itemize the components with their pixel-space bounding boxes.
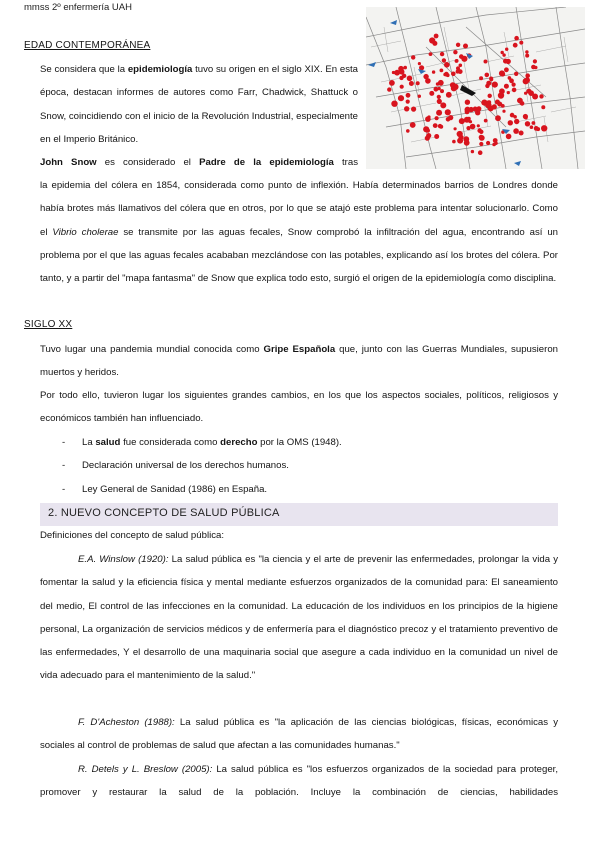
cholera-case-dot: [436, 110, 442, 116]
cholera-case-dot: [504, 67, 509, 72]
cholera-case-dot: [435, 116, 439, 120]
cholera-case-dot: [425, 78, 431, 84]
cholera-case-dot: [514, 119, 519, 124]
cholera-case-dot: [507, 91, 510, 94]
cholera-case-dot: [502, 110, 505, 113]
cholera-map-image: [366, 7, 585, 169]
cholera-case-dot: [459, 54, 464, 59]
cholera-case-dot: [398, 66, 404, 72]
cholera-case-dot: [400, 85, 404, 89]
cholera-case-dot: [541, 105, 545, 109]
cholera-case-dot: [429, 37, 435, 43]
cholera-case-dot: [411, 55, 415, 59]
definition-winslow: E.A. Winslow (1920): La salud pública es "la ciencia y el arte de prevenir las enfermedades, prolongar la vida y fomentar la salud y la eficiencia física y mental mediante esfuerzos organizados de la comunidad para: El saneamiento del medio, El control de las infecciones en la comunidad. La educación de los individuos en los principios de la higiene personal, La organización de servicios médicos y de enfermería para el diagnóstico precoz y el tratamiento preventivo de las enfermedades, Y el desarrollo de una maquinaria social que asegure a cada individuo en la comunidad un nivel de vida adecuado para el mantenimiento de la salud.": [40, 554, 558, 682]
cholera-case-dot: [399, 76, 403, 80]
cholera-case-dot: [485, 102, 491, 108]
cholera-case-dot: [459, 135, 464, 140]
cholera-case-dot: [470, 124, 476, 130]
cholera-case-dot: [479, 142, 483, 146]
cholera-case-dot: [418, 95, 421, 98]
cholera-case-dot: [448, 115, 453, 120]
list-item: - Declaración universal de los derechos humanos.: [62, 460, 289, 472]
cholera-case-dot: [504, 84, 509, 89]
cholera-case-dot: [446, 92, 452, 98]
cholera-case-dot: [484, 60, 488, 64]
cholera-case-dot: [505, 48, 508, 51]
cholera-case-dot: [409, 81, 414, 86]
cholera-case-dot: [427, 115, 430, 118]
cholera-case-dot: [488, 94, 492, 98]
cholera-case-dot: [440, 52, 444, 56]
cholera-case-dot: [387, 87, 391, 91]
cholera-case-dot: [444, 62, 450, 68]
cholera-case-dot: [426, 133, 431, 138]
cholera-case-dot: [519, 100, 523, 104]
siglo-paragraph-2: Por todo ello, tuvieron lugar los siguientes grandes cambios, en los que los aspectos sociales, políticos, religiosos y económicos también han influenciado.: [40, 390, 558, 425]
cholera-case-dot: [506, 134, 512, 140]
page-header: mmss 2º enfermería UAH: [24, 2, 132, 13]
cholera-case-dot: [534, 126, 539, 131]
cholera-case-dot: [438, 80, 444, 86]
cholera-case-dot: [456, 43, 460, 47]
cholera-case-dot: [406, 100, 410, 104]
list-item: - Ley General de Sanidad (1986) en España.: [62, 483, 268, 495]
cholera-case-dot: [423, 126, 429, 132]
changes-list: [62, 431, 562, 501]
cholera-case-dot: [389, 80, 395, 86]
cholera-case-dot: [438, 101, 441, 104]
cholera-case-dot: [478, 150, 483, 155]
cholera-case-dot: [433, 123, 438, 128]
edad-paragraph-2: la epidemia del cólera en 1854, considerada como punto de inflexión. Había determinados barrios de Londres donde había brotes más llamativos del cólera que en otros, por lo que se atajó este problema para intentar solucionarlo. Como el Vibrio cholerae se transmite por las aguas fecales, Snow comprobó la infiltración del agua, encontrando así un problema por el que las aguas fecales acababan mezclándose con las potables, explicando así los brotes del cólera. Por tanto, y a partir del "mapa fantasma" de Snow que explica todo esto, surgió el origen de la epidemiología como disciplina.: [40, 180, 559, 285]
cholera-case-dot: [453, 50, 457, 54]
cholera-case-dot: [440, 69, 444, 73]
cholera-case-dot: [439, 125, 442, 128]
cholera-case-dot: [492, 143, 496, 147]
cholera-case-dot: [477, 124, 480, 127]
cholera-case-dot: [503, 59, 508, 64]
cholera-case-dot: [484, 119, 488, 123]
cholera-case-dot: [509, 78, 514, 83]
cholera-case-dot: [440, 89, 444, 93]
cholera-case-dot: [404, 106, 409, 111]
definition-acheston: F. D'Acheston (1988): La salud pública es "la aplicación de las ciencias biológicas, físicas, económicas y sociales al control de problemas de salud que afectan a las comunidades humanas.": [40, 717, 558, 752]
cholera-case-dot: [500, 72, 505, 77]
cholera-case-dot: [539, 94, 543, 98]
cholera-case-dot: [486, 141, 490, 145]
cholera-case-dot: [528, 90, 534, 96]
cholera-case-dot: [398, 95, 404, 101]
cholera-case-dot: [492, 104, 497, 109]
cholera-case-dot: [525, 54, 529, 58]
cholera-case-dot: [499, 88, 505, 94]
cholera-case-dot: [530, 125, 534, 129]
definitions-title: Definiciones del concepto de salud pública:: [40, 530, 225, 541]
cholera-case-dot: [519, 131, 524, 136]
cholera-case-dot: [513, 128, 519, 134]
cholera-case-dot: [418, 62, 421, 65]
cholera-case-dot: [512, 83, 516, 87]
section-title-edad: EDAD CONTEMPORÁNEA: [24, 40, 151, 51]
cholera-case-dot: [411, 107, 416, 112]
cholera-case-dot: [525, 73, 530, 78]
cholera-case-dot: [479, 130, 483, 134]
cholera-case-dot: [532, 121, 536, 125]
cholera-case-dot: [514, 36, 519, 41]
section-heading: 2. NUEVO CONCEPTO DE SALUD PÚBLICA: [48, 507, 280, 519]
cholera-case-dot: [525, 121, 530, 126]
cholera-case-dot: [451, 85, 457, 91]
cholera-case-dot: [524, 116, 528, 120]
cholera-case-dot: [524, 92, 527, 95]
cholera-case-dot: [445, 109, 451, 115]
cholera-case-dot: [495, 115, 501, 121]
cholera-case-dot: [508, 120, 513, 125]
cholera-case-dot: [534, 66, 538, 70]
cholera-case-dot: [451, 72, 456, 77]
cholera-case-dot: [519, 41, 523, 45]
cholera-case-dot: [406, 93, 411, 98]
edad-paragraph-1: Se considera que la epidemiología tuvo su origen en el siglo XIX. En esta época, destacan informes de autores como Farr, Chadwick, Shattuck o Snow, coincidiendo con el inicio de la Revolución Industrial, especialmente en el Imperio Británico.: [40, 64, 358, 145]
cholera-case-dot: [533, 59, 537, 63]
section-title-siglo: SIGLO XX: [24, 319, 73, 330]
cholera-case-dot: [429, 52, 433, 56]
cholera-case-dot: [416, 81, 420, 85]
cholera-case-dot: [454, 127, 457, 130]
cholera-case-dot: [459, 118, 465, 124]
cholera-case-dot: [501, 104, 505, 108]
cholera-case-dot: [463, 136, 469, 142]
cholera-case-dot: [485, 73, 490, 78]
cholera-case-dot: [432, 70, 435, 73]
cholera-case-dot: [492, 82, 498, 88]
cholera-case-dot: [463, 44, 468, 49]
cholera-case-dot: [489, 77, 493, 81]
cholera-case-dot: [407, 76, 413, 82]
cholera-case-dot: [459, 64, 463, 68]
cholera-case-dot: [434, 134, 439, 139]
cholera-case-dot: [513, 115, 517, 119]
cholera-case-dot: [442, 58, 446, 62]
cholera-case-dot: [514, 72, 518, 76]
cholera-case-dot: [391, 101, 397, 107]
cholera-case-dot: [486, 81, 491, 86]
definition-detels-breslow: R. Detels y L. Breslow (2005): La salud pública es "los esfuerzos organizados de la sociedad para proteger, promover y restaurar la salud de la población. Incluye la combinación de ciencias, habilidades: [40, 764, 558, 799]
cholera-case-dot: [479, 135, 484, 140]
cholera-case-dot: [512, 88, 517, 93]
cholera-case-dot: [394, 71, 397, 74]
siglo-paragraph-1: Tuvo lugar una pandemia mundial conocida como Gripe Española que, junto con las Guerras Mundiales, supusieron muertos y heridos.: [40, 344, 558, 379]
cholera-case-dot: [541, 125, 547, 131]
cholera-case-dot: [501, 51, 504, 54]
cholera-case-dot: [523, 78, 529, 84]
cholera-case-dot: [455, 59, 458, 62]
cholera-case-dot: [465, 100, 470, 105]
cholera-case-dot: [406, 129, 410, 133]
section-heading-box: [40, 503, 558, 526]
cholera-case-dot: [465, 107, 471, 113]
cholera-case-dot: [513, 43, 518, 48]
cholera-case-dot: [440, 102, 446, 108]
cholera-case-dot: [525, 50, 528, 53]
cholera-case-dot: [471, 150, 474, 153]
cholera-case-dot: [437, 95, 441, 99]
cholera-case-dot: [475, 110, 480, 115]
cholera-case-dot: [437, 87, 440, 90]
cholera-case-dot: [403, 66, 407, 70]
list-item: - La salud fue considerada como derecho por la OMS (1948).: [62, 437, 342, 448]
edad-paragraph-2-lead: John Snow es considerado el Padre de la epidemiología tras: [40, 157, 358, 168]
cholera-case-dot: [479, 76, 483, 80]
cholera-case-dot: [434, 34, 439, 39]
cholera-case-dot: [469, 120, 472, 123]
cholera-case-dot: [456, 70, 460, 74]
cholera-case-dot: [429, 91, 434, 96]
cholera-case-dot: [452, 140, 456, 144]
cholera-case-dot: [410, 122, 416, 128]
cholera-case-dot: [446, 74, 450, 78]
